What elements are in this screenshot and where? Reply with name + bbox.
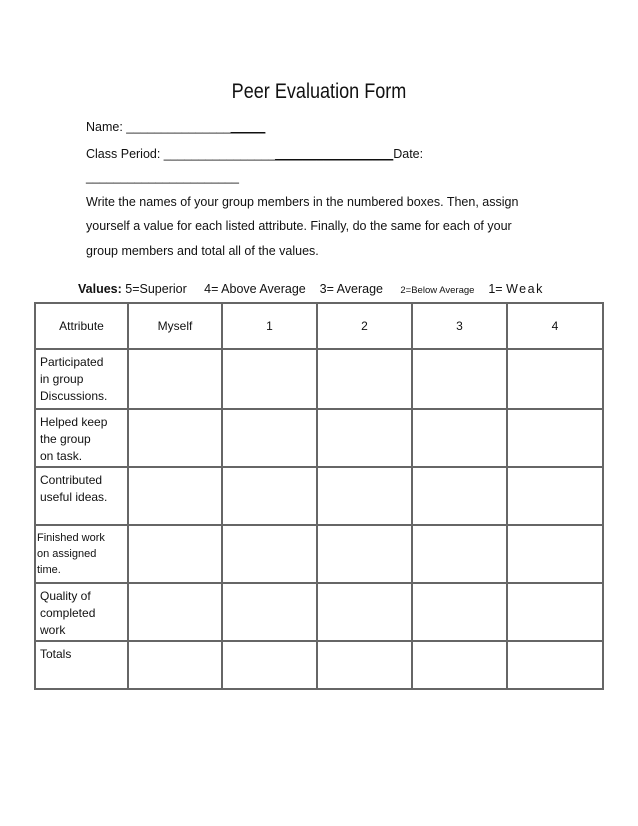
attribute-cell [35,349,128,409]
instructions-line-3: group members and total all of the values. [86,244,319,258]
table-row [35,583,603,641]
total-cell-myself[interactable] [128,641,222,689]
total-cell-3[interactable] [412,641,507,689]
table-row [35,349,603,409]
table-row-totals [35,641,603,689]
date-blank-line: ______________________ [86,170,239,184]
score-cell-3[interactable] [412,583,507,641]
header-attribute: Attribute [35,303,128,349]
date-label: Date: [393,147,424,161]
class-period-underline: _________________ [275,147,394,161]
score-cell-1[interactable] [222,409,317,467]
score-cell-myself[interactable] [128,583,222,641]
score-cell-4[interactable] [507,349,603,409]
score-cell-myself[interactable] [128,525,222,583]
header-myself: Myself [128,303,222,349]
table-row [35,467,603,525]
score-cell-2[interactable] [317,467,412,525]
instructions-line-2: yourself a value for each listed attribute. Finally, do the same for each of your [86,219,512,233]
score-cell-3[interactable] [412,467,507,525]
score-cell-1[interactable] [222,525,317,583]
name-label: Name: _______________ [86,120,231,134]
attribute-text: time. [37,564,61,576]
attribute-cell [35,409,128,467]
attribute-text: Finished work [37,532,105,544]
attribute-text: on task. [40,449,83,463]
total-cell-1[interactable] [222,641,317,689]
attribute-cell [35,583,128,641]
total-cell-4[interactable] [507,641,603,689]
score-cell-2[interactable] [317,525,412,583]
score-cell-myself[interactable] [128,349,222,409]
name-line [86,120,265,134]
attribute-text: Totals [40,647,72,661]
value-3: 3= Average [319,282,384,296]
table-header-row [35,303,603,349]
value-5: 5=Superior [125,282,187,296]
evaluation-table [34,302,604,690]
score-cell-4[interactable] [507,467,603,525]
value-1-word: Weak [506,282,544,296]
value-2: 2=Below Average [400,285,475,296]
value-4: 4= Above Average [204,282,306,296]
score-cell-1[interactable] [222,467,317,525]
attribute-text: Helped keep [40,415,108,429]
score-cell-myself[interactable] [128,409,222,467]
score-cell-myself[interactable] [128,467,222,525]
header-member-1: 1 [222,303,317,349]
header-member-3: 3 [412,303,507,349]
attribute-text: Participated [40,355,104,369]
class-period-line [86,147,423,161]
total-cell-2[interactable] [317,641,412,689]
value-1-number: 1= [488,282,503,296]
header-member-2: 2 [317,303,412,349]
score-cell-4[interactable] [507,583,603,641]
class-period-label: Class Period: ________________ [86,147,276,161]
attribute-cell [35,641,128,689]
form-title: Peer Evaluation Form [231,80,407,103]
attribute-cell [35,467,128,525]
score-cell-3[interactable] [412,349,507,409]
attribute-text: Contributed [40,473,103,487]
attribute-text: useful ideas. [40,490,108,504]
header-member-4: 4 [507,303,603,349]
attribute-text: Quality of [40,589,91,603]
attribute-text: the group [40,432,91,446]
attribute-cell [35,525,128,583]
values-legend [78,282,544,296]
score-cell-4[interactable] [507,409,603,467]
score-cell-2[interactable] [317,349,412,409]
values-label: Values: [78,282,122,296]
attribute-text: Discussions. [40,389,108,403]
score-cell-1[interactable] [222,583,317,641]
attribute-text: on assigned [37,548,97,560]
score-cell-3[interactable] [412,525,507,583]
table-row [35,409,603,467]
instructions-line-1: Write the names of your group members in the numbered boxes. Then, assign [86,195,519,209]
attribute-text: work [40,623,66,637]
table-row [35,525,603,583]
attribute-text: completed [40,606,96,620]
score-cell-1[interactable] [222,349,317,409]
score-cell-3[interactable] [412,409,507,467]
score-cell-2[interactable] [317,409,412,467]
name-underline: _____ [230,120,266,134]
score-cell-2[interactable] [317,583,412,641]
score-cell-4[interactable] [507,525,603,583]
attribute-text: in group [40,372,84,386]
